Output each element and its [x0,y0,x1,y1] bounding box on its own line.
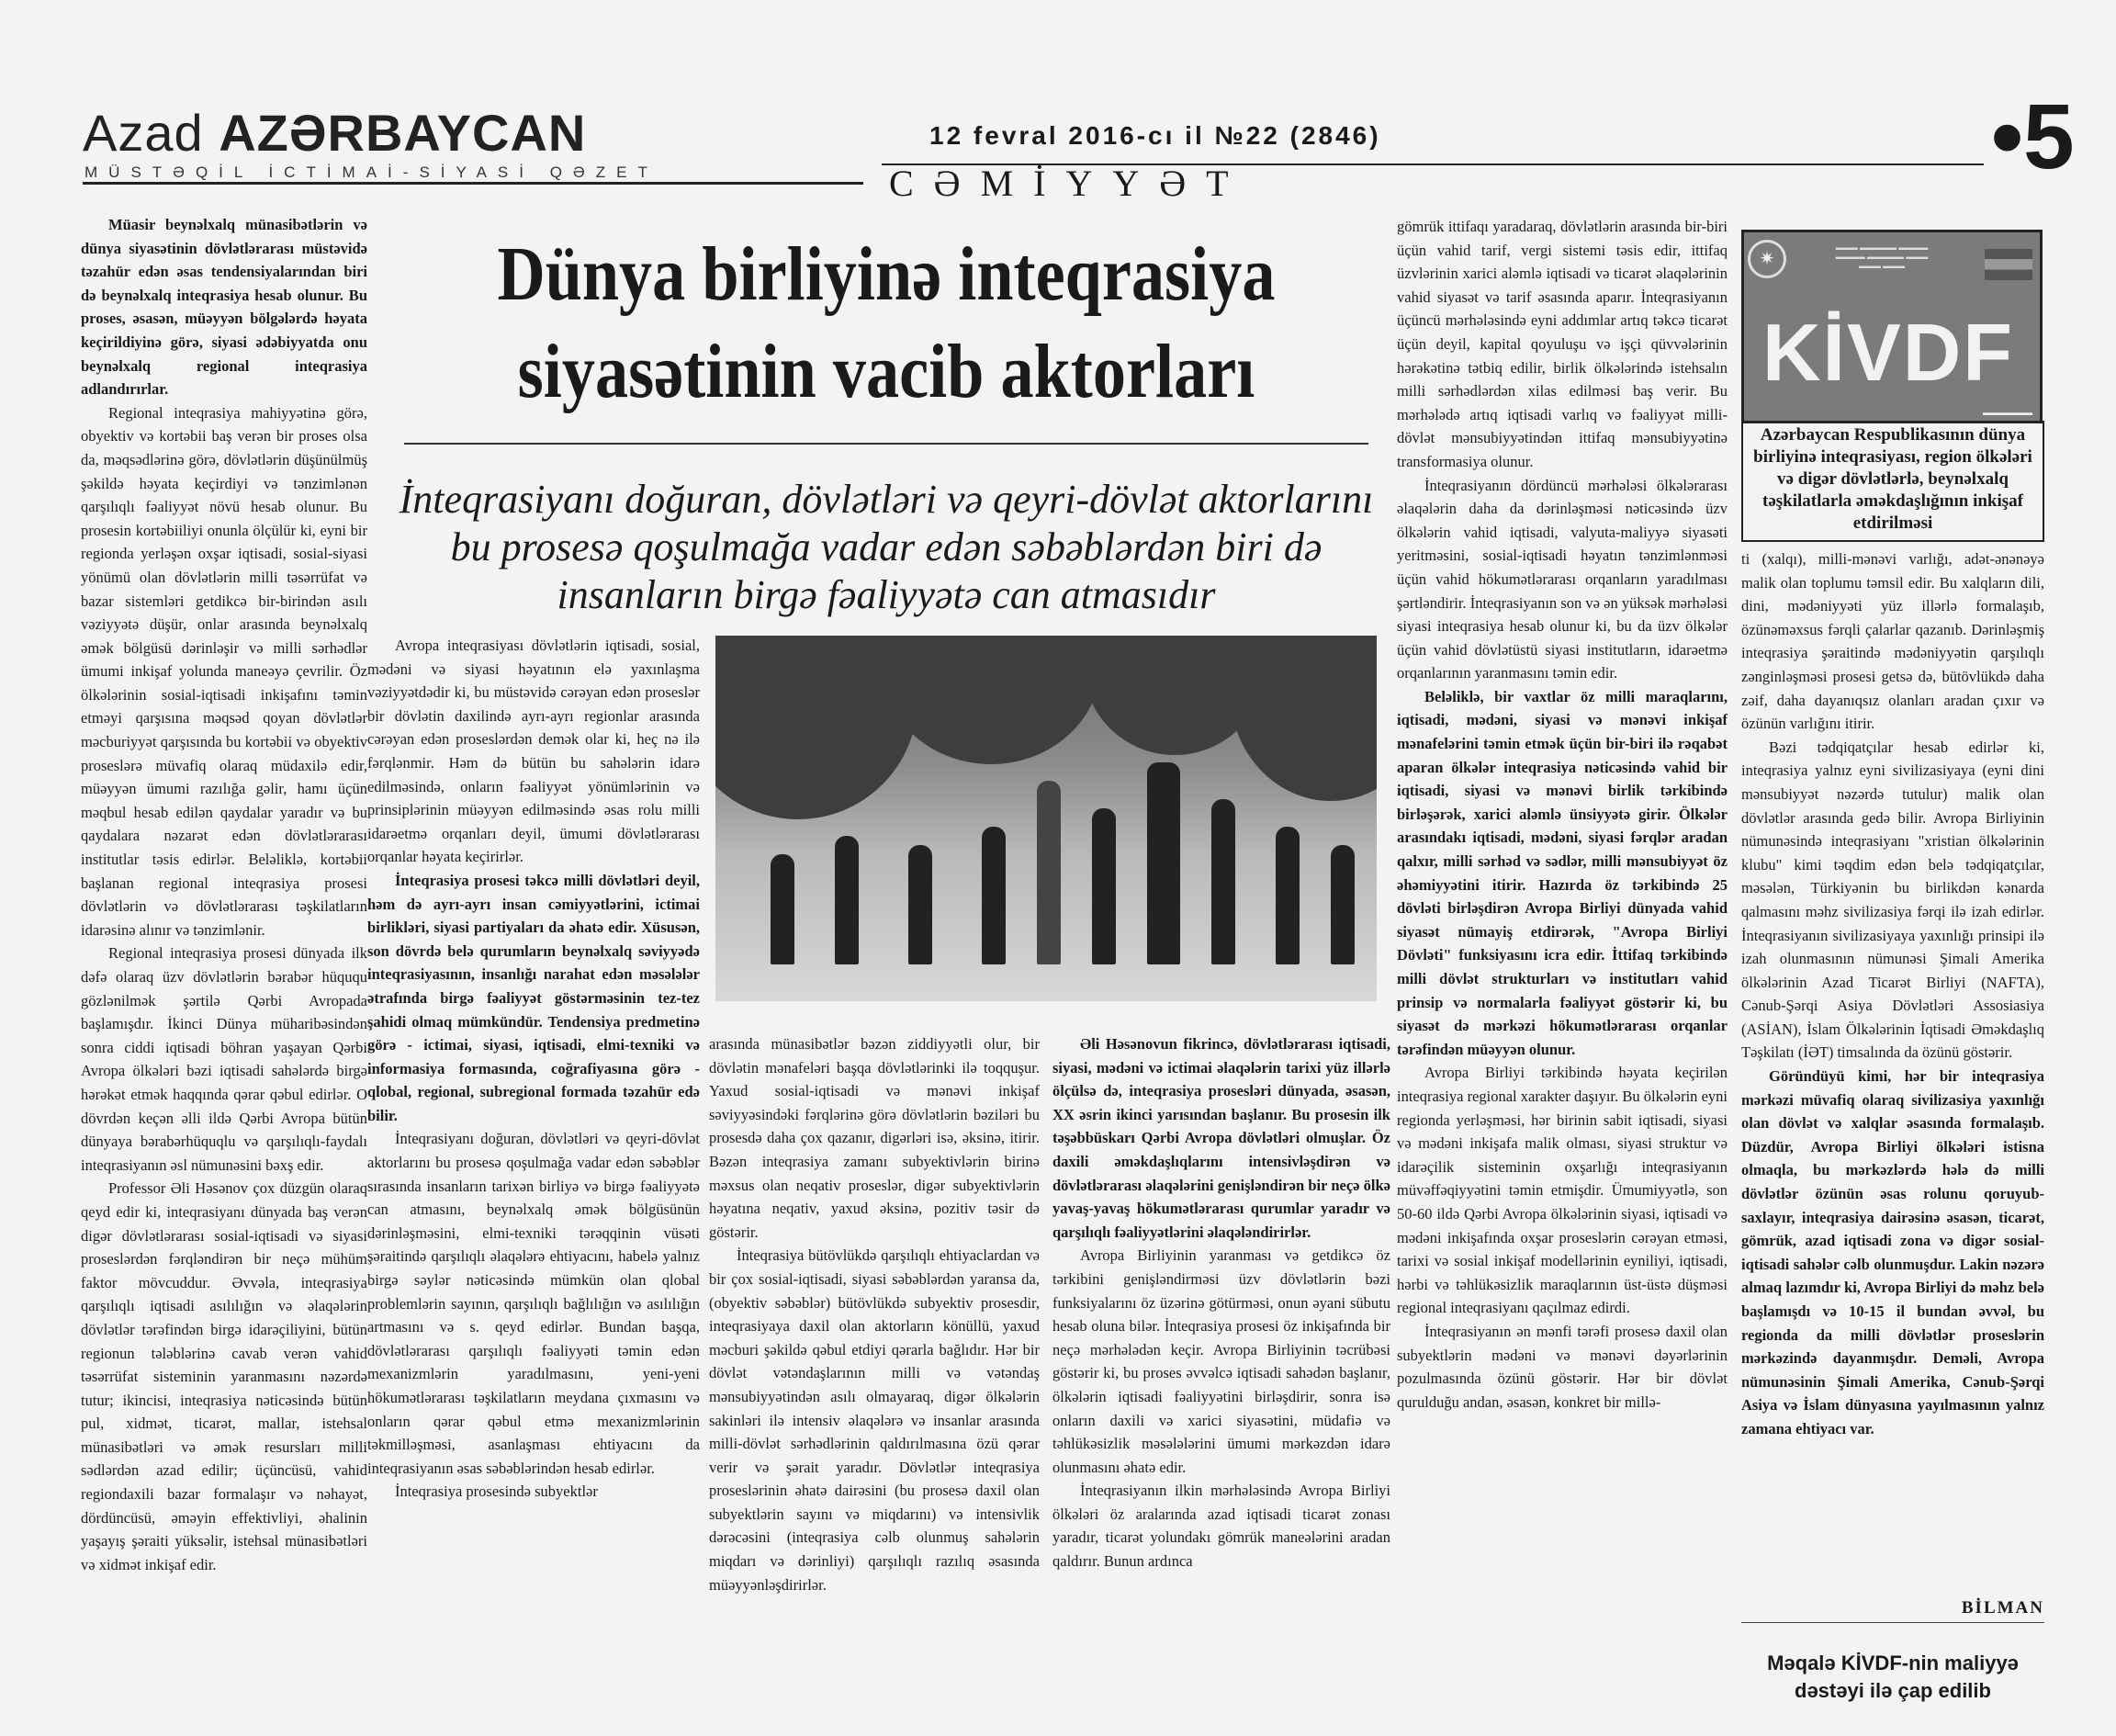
paragraph: Bəzi tədqiqatçılar hesab edirlər ki, inteqrasiya yalnız eyni sivilizasiyaya (eyni dini mənsubiyyət nəzərdə tutulur) malik olan dövlətlər arasında gedə bilir. Avropa Birliyinin nümunəsində inteqrasiyanı "xristian ölkələrinin klubu" kimi təqdim edən belə tədqiqatçılar, məsələn, Türkiyənin bu birlikdən kənarda qalmasını məhz sivilizasiya fərqi ilə izah edirlər. İnteqrasiyanın sivilizasiyaya yaxınlığı prinsipi ilə izah olunmasının nümunəsi Şimali Amerika ölkələrinin Azad Ticarət Birliyi (NAFTA), Cənub-Şərqi Asiya Dövlətləri Assosiasiya (ASİAN), İslam Ölkələrinin İqtisadi Əməkdaşlıq Təşkilatı (İƏT) timsalında da özünü göstərir. [1741,738,2044,1062]
paragraph: Regional inteqrasiya mahiyyətinə görə, obyektiv və kortəbii baş verən bir proses olsa da, məqsədlərinə görə, dövlətlərin düşünülmüş şəkildə həyata keçirdiyi və tənzimlənən qarşılıqlı fəaliyyət növü hesab olunur. Bu prosesin kortəbiiliyi onunla ölçülür ki, eyni bir regionda yerləşən oxşar iqtisadi, sosial-siyasi yönümü olan dövlətlərin milli təsərrüfat və bazar sistemləri getdikcə bir-birindən asılı vəziyyətə düşür, onlar arasında beynəlxalq əmək bölgüsü dərinləşir və milli sərhədlər ümumi inkişaf yolunda maneəyə çevrilir. Öz ölkələrinin sosial-iqtisadi inkişafını təmin etməyi qarşısına məqsəd qoyan dövlətlər məcburiyyət qarşısında bu kortəbii və obyektiv proseslərə müvafiq olaraq müdaxilə edir, müəyyən ümumi razılığa gəlir, hamı üçün məqbul hesab edilən qaydalar yaradır və bu qaydalara nəzarət edən dövlətlərarası institutlar təsis edirlər. Beləliklə, kortəbii başlanan regional inteqrasiya prosesi dövlətlərin və dövlətlərarası təşkilatların idarəsinə alınır və tənzimlənir. [81,403,367,939]
paragraph: İnteqrasiyanın ilkin mərhələsində Avropa Birliyi ölkələri öz aralarında azad iqtisadi ticarət zonası yaradır, ticarət yolundakı gömrük maneələrini aradan qaldırır. Bunun ardınca [1052,1482,1390,1571]
issue-date: 12 fevral 2016-cı il №22 (2846) [929,121,1381,150]
paragraph: Avropa Birliyi tərkibində həyata keçirilən inteqrasiya regional xarakter daşıyır. Bu ölkələrin eyni regionda yerləşməsi, hər birinin sabit iqtisadi, siyasi və mədəni inkişafa malik olması, siyasi struktur və idarəçilik sisteminin oxşarlığı inteqrasiyanın müvəffəqiyyətini təmin etmişdir. Ümumiyyətlə, son 50-60 ildə Qərbi Avropa ölkələrinin siyasi, iqtisadi və mədəni inkişafında oxşar proseslərin cərəyan etməsi, tarixi və sosial inkişaf modellərinin eyniliyi, iqtisadi, hərbi və təhlükəsizlik maraqlarının üst-üstə düşməsi regional inteqrasiyanı qaçılmaz edirdi. [1397,1064,1728,1317]
website-graphic: ▬▬▬▬▬▬ [1983,408,2032,417]
kivdf-caption: Azərbaycan Respublikasının dünya birliyinə inteqrasiyası, region ölkələri və digər dövlətlərlə, beynəlxalq təşkilatlarla əməkdaşlığının inkişaf etdirilməsi [1741,421,2044,542]
organization-name-graphic: ▬▬▬ ▬▬▬▬▬ ▬▬▬▬ ▬▬▬▬ ▬▬▬▬▬ ▬▬▬ ▬▬▬ ▬▬▬ [1835,243,1929,270]
title-divider [404,443,1368,445]
paragraph: Əli Həsənovun fikrincə, dövlətlərarası iqtisadi, siyasi, mədəni və ictimai əlaqələrin tarixi yüz illərlə ölçülsə də, inteqrasiya prosesləri dünyada, əsasən, XX əsrin ikinci yarısından başlanır. Bu prosesin ilk təşəbbüskarı Qərbi Avropa dövlətləri olmuşlar. Öz daxili əməkdaşlıqlarını intensivləşdirən və dövlətlərarası əlaqələrini genişləndirən bir neçə ölkə yavaş-yavaş hökumətlərarası qurumlar yaradır və qarşılıqlı fəaliyyətlərini əlaqələndirirlər. [1052,1035,1390,1241]
section-name: CƏMİYYƏT [889,163,1249,204]
paragraph: gömrük ittifaqı yaradaraq, dövlətlərin arasında bir-biri üçün vahid tarif, vergi sistemi təsis edir, ittifaq üzvlərinin xarici aləmlə iqtisadi və ticarət əlaqələrinin vahid siyasət və tarif əsasında aparır. İnteqrasiyanın üçüncü mərhələsində eyni addımlar artıq təkcə ticarət üçün deyil, kapital qoyuluşu və işçi qüvvələrinin hərəkətinə tətbiq edilir, birlik ölkələrində istehsalın milli sərhədlərdən xilas edilməsi baş verir. Bu mərhələdə artıq iqtisadi varlıq və fəaliyyət milli-dövlət mənsubiyyətindən ittifaq mənsubiyyətinə transformasiya olunur. [1397,218,1728,470]
funding-note: Məqalə KİVDF-nin maliyyə dəstəyi ilə çap edilib [1767,1651,2019,1702]
author-divider [1741,1622,2044,1623]
article-author: BİLMAN [1961,1598,2044,1618]
article-column-2 [367,634,700,1695]
paragraph: Beləliklə, bir vaxtlar öz milli maraqlarını, iqtisadi, mədəni, siyasi və mənəvi inkişaf mənafelərini təmin etmək üçün bir-biri ilə rəqabət aparan ölkələr inteqrasiya nəticəsində vahid bir iqtisadi, siyasi və mənəvi birlik tərkibində birləşərək, xarici aləmlə ünsiyyətə girir. Ölkələr arasındakı iqtisadi, mədəni, siyasi fərqlər aradan qalxır, milli sərhəd və sədlər, milli mənsubiyyət öz əhəmiyyətini itirir. Hazırda öz tərkibində 25 dövləti birləşdirən Avropa Birliyi dünyada vahid siyasət nümayiş etdirərək, "Avropa Birliyi Dövləti" funksiyasını icra edir. İttifaq tərkibində milli dövlət strukturları və institutları vahid prinsip və normalarla fəaliyyət göstərir ki, bu siyasət də mərkəzi hökumətlərarası orqanlar tərəfindən müəyyən olunur. [1397,687,1728,1058]
paragraph: İnteqrasiyanı doğuran, dövlətləri və qeyri-dövlət aktorlarını bu prosesə qoşulmağa vadar edən səbəblər sırasında insanların tarixən birliyə və birgə fəaliyyətə can atmasını, beynəlxalq əmək bölgüsünün dərinləşməsini, elmi-texniki tərəqqinin vüsəti şəraitində qarşılıqlı əlaqələrə ehtiyacını, habelə yalnız birgə səylər nəticəsində mümkün olan qlobal problemlərin sayının, qarşılıqlı bağlılığın və asılılığın artmasını və s. qeyd edirlər. Bundan başqa, dövlətlərarası qarşılıqlı fəaliyyəti təmin edən mexanizmlərin yaradılmasını, yeni-yeni hökumətlərarası təşkilatların meydana çıxmasını və onların qərar qəbul etmə mexanizmlərinin təkmilləşməsi, asanlaşması ehtiyacını da inteqrasiyanın əsas səbəblərindən hesab edirlər. [367,1130,700,1477]
article-column-4 [1052,1032,1390,1696]
masthead-tagline: MÜSTƏQİL İCTİMAİ-SİYASİ QƏZET [84,163,658,181]
article-column-1 [81,213,367,1690]
masthead-rule [83,182,863,185]
flag-icon [1985,249,2032,280]
paragraph: İnteqrasiya bütövlükdə qarşılıqlı ehtiyaclardan və bir çox sosial-iqtisadi, siyasi səbəblərdən yaransa da, (obyektiv səbəblər) bütövlükdə subyektiv prosesdir, inteqrasiyaya daxil olan aktorların könüllü, yaxud məcburi şəkildə qəbul etdiyi qərarla bağlıdır. Hər bir dövlət vətəndaşlarının milli və vətəndaş mənsubiyyətindən asılı olmayaraq, digər ölkələrin sakinləri ilə intensiv əlaqələrə və insanlar arasında milli-dövlət sərhədlərinin qaldırılmasına özü qərar verir və şərait yaradır. Dövlətlər inteqrasiya proseslərinin əhatə dairəsini (bu prosesə daxil olan subyektlərin sayını və miqdarını) və intensivlik dərəcəsini (inteqrasiya cəlb olunmuş sahələrin miqdarı və dərinliyi) qarşılıqlı razılıq əsasında müəyyənləşdirirlər. [709,1246,1040,1594]
article-column-3 [709,1032,1040,1696]
page-number: •5 [1991,85,2075,188]
article-column-6 [1741,547,2044,1585]
paragraph: Avropa Birliyinin yaranması və getdikcə öz tərkibini genişləndirməsi üzv dövlətlərin bəzi funksiyalarını öz üzərinə götürməsi, onun əyani sübutu hesab oluna bilər. İnteqrasiya prosesi öz inkişafında bir neçə mərhələdən keçir. Avropa Birliyinin təcrübəsi göstərir ki, bu proses əvvəlcə iqtisadi sahədən başlanır, ölkələrin iqtisadi fəaliyyətini birləşdirir, sonra isə onların daxili və xarici siyasətini, müdafiə və təhlükəsizlik məsələlərini ümumi mərkəzdən idarə olunmasını əhatə edir. [1052,1246,1390,1476]
state-emblem-icon: ✷ [1748,240,1786,278]
paragraph: ti (xalqı), milli-mənəvi varlığı, adət-ənənəyə malik olan toplumu təmsil edir. Bu xalqların dili, dini, mədəniyyəti yüz illərlə formalaşıb, özünəməxsus fərqli çalarlar qazanıb. Dərinləşmiş inteqrasiya şəraitində mədəniyyətin qarşılıqlı zənginləşməsi prosesi getsə də, bütövlükdə daha zəif, daha dayanıqsız olanları aradan çıxır və özünün varlığını itirir. [1741,550,2044,733]
paragraph: İnteqrasiyanın dördüncü mərhələsi ölkələrarası əlaqələrin daha da dərinləşməsi nəticəsində üzv ölkələrin vahid iqtisadi, valyuta-maliyyə siyasəti yeritməsini, sosial-iqtisadi həyatın tənzimlənməsi üçün vahid hökumətlərarası orqanların yaradılması şərtləndirir. İnteqrasiyanın son və ən yüksək mərhələsi siyasi inteqrasiya hesab olunur ki, bu da üzv ölkələr üçün vahid dövlətüstü siyasi institutların, idarəetmə orqanlarının yaranmasını təmin edir. [1397,476,1728,682]
paragraph: İnteqrasiyanın ən mənfi tərəfi prosesə daxil olan subyektlərin mədəni və mənəvi dəyərlərinin pozulmasında özünü göstərir. Hər bir dövlət qurulduğu andan, əsasən, konkret bir millə- [1397,1322,1728,1411]
article-photo-crowd-walking [715,636,1377,1001]
kivdf-logo-box [1741,230,2043,423]
kivdf-logo: KİVDF [1762,307,2014,398]
paragraph: İnteqrasiya prosesi təkcə milli dövlətləri deyil, həm də ayrı-ayrı insan cəmiyyətlərini, ictimai birlikləri, siyasi partiyaları da əhatə edir. Xüsusən, son dövrdə belə qurumların beynəlxalq səviyyədə inteqrasiyasının, insanlığı narahat edən məsələlər ətrafında birgə fəaliyyət göstərməsinin tez-tez şahidi olmaq mümkündür. Tendensiya predmetinə görə - ictimai, siyasi, iqtisadi, elmi-texniki və informasiya formasında, coğrafiyasına görə - qlobal, regional, subregional formada təzahür edə bilir. [367,871,700,1124]
masthead-name-part2: AZƏRBAYCAN [219,104,587,162]
paragraph: arasında münasibətlər bəzən ziddiyyətli olur, bir dövlətin mənafeləri başqa dövlətlərinki ilə toqquşur. Yaxud sosial-iqtisadi və mənəvi inkişaf səviyyəsindəki fərqlərinə görə dövlətlərin bəziləri bu prosesdə daha çox qazanır, digərləri isə, əksinə, itirir. Bəzən inteqrasiya zamanı subyektivlərin birinə məxsus olan neqativ proseslər, digər subyektivlərin həyatına neqativ, yaxud əksinə, pozitiv təsir də göstərir. [709,1035,1040,1241]
article-subtitle: İnteqrasiyanı doğuran, dövlətləri və qeyri-dövlət aktorlarını bu prosesə qoşulmağa vadar edən səbəblərdən biri də insanların birgə fəaliyyətə can atmasıdır [399,477,1374,617]
paragraph: Professor Əli Həsənov çox düzgün olaraq qeyd edir ki, inteqrasiyanı dünyada baş verən digər dövlətlərarası sosial-iqtisadi və siyasi proseslərdən fərqləndirən bir neçə mühüm faktor mövcuddur. Əvvəla, inteqrasiya qarşılıqlı iqtisadi asılılığın və əlaqələrin dövlətlər tərəfindən birgə idarəçiliyini, bütün regionun tələblərinə cavab verən vahid təsərrüfat sisteminin yaranmasını nəzərdə tutur; ikincisi, inteqrasiya nəticəsində bütün pul, xidmət, ticarət, mallar, istehsal münasibətləri və əmək resursları milli sədlərdən azad edilir; üçüncüsü, vahid regiondaxili bazar formalaşır və nəhayət, dördüncüsü, əməyin effektivliyi, əhalinin yaşayış şəraiti yüksəlir, istehsal münasibətləri və xidmət inkişaf edir. [81,1179,367,1573]
article-column-5 [1397,215,1728,1708]
paragraph: Göründüyü kimi, hər bir inteqrasiya mərkəzi müvafiq olaraq sivilizasiya yaxınlığı olan dövlət və xalqlar əsasında formalaşıb. Düzdür, Avropa Birliyi ölkələri istisna olmaqla, bu mərkəzlərdə hələ də milli dövlətlər özünün əsas rolunu qoruyub-saxlayır, inteqrasiya dairəsinə əsasən, ticarət, gömrük, azad iqtisadi zona və digər sosial- iqtisadi sahələr cəlb olunmuşdur. Lakin nəzərə almaq lazımdır ki, Avropa Birliyi də məhz belə başlamışdı və 10-15 il bundan əvvəl, bu regionda da milli dövlətlər proseslərin mərkəzində dayanmışdır. Deməli, Avropa nümunəsinin Şimali Amerika, Cənub-Şərqi Asiya və İslam dünyasına yayılmasının yalnız zamana ehtiyacı var. [1741,1067,2044,1437]
article-title: Dünya birliyinə inteqrasiya siyasətinin vacib aktorları [497,231,1276,414]
paragraph: Müasir beynəlxalq münasibətlərin və dünya siyasətinin dövlətlərarası müstəvidə təzahür edən əsas tendensiyalarından biri də beynəlxalq inteqrasiya hesab olunur. Bu proses, əsasən, müəyyən bölgələrdə həyata keçirildiyinə görə, siyasi ədəbiyyatda onu beynəlxalq regional inteqrasiya adlandırırlar. [81,216,367,399]
paragraph: Regional inteqrasiya prosesi dünyada ilk dəfə olaraq üzv dövlətlərin bərabər hüququ gözlənilmək şərtilə Qərbi Avropada başlamışdır. İkinci Dünya müharibəsindən sonra ciddi iqtisadi böhran yaşayan Qərbi Avropa ölkələri bəzi iqtisadi sahələrdə birgə hərəkət etmək haqqında qərar qəbul edirlər. O dövrdən keçən əlli ildə Qərbi Avropa bütün dünyaya bərabərhüquqlu və qarşılıqlı-faydalı inteqrasiyanın əsl nümunəsini bəxş edir. [81,944,367,1174]
paragraph: Avropa inteqrasiyası dövlətlərin iqtisadi, sosial, mədəni və siyasi həyatının elə yaxınlaşma vəziyyətdədir ki, bu müstəvidə cərəyan edən proseslər bir dövlətin daxilində ayrı-ayrı regionlar arasında cərəyan edən proseslərdən demək olar ki, heç nə ilə fərqlənmir. Həm də bütün bu sahələrin idarə edilməsində, onların fəaliyyət yönümlərinin və prinsiplərinin müəyyən edilməsində əsas rolu milli idarəetmə orqanları deyil, ümumi dövlətlərarası orqanlar həyata keçirirlər. [367,637,700,866]
newspaper-masthead [83,103,586,163]
paragraph: İnteqrasiya prosesində subyektlər [395,1482,598,1501]
masthead-name-part1: Azad [83,104,204,162]
